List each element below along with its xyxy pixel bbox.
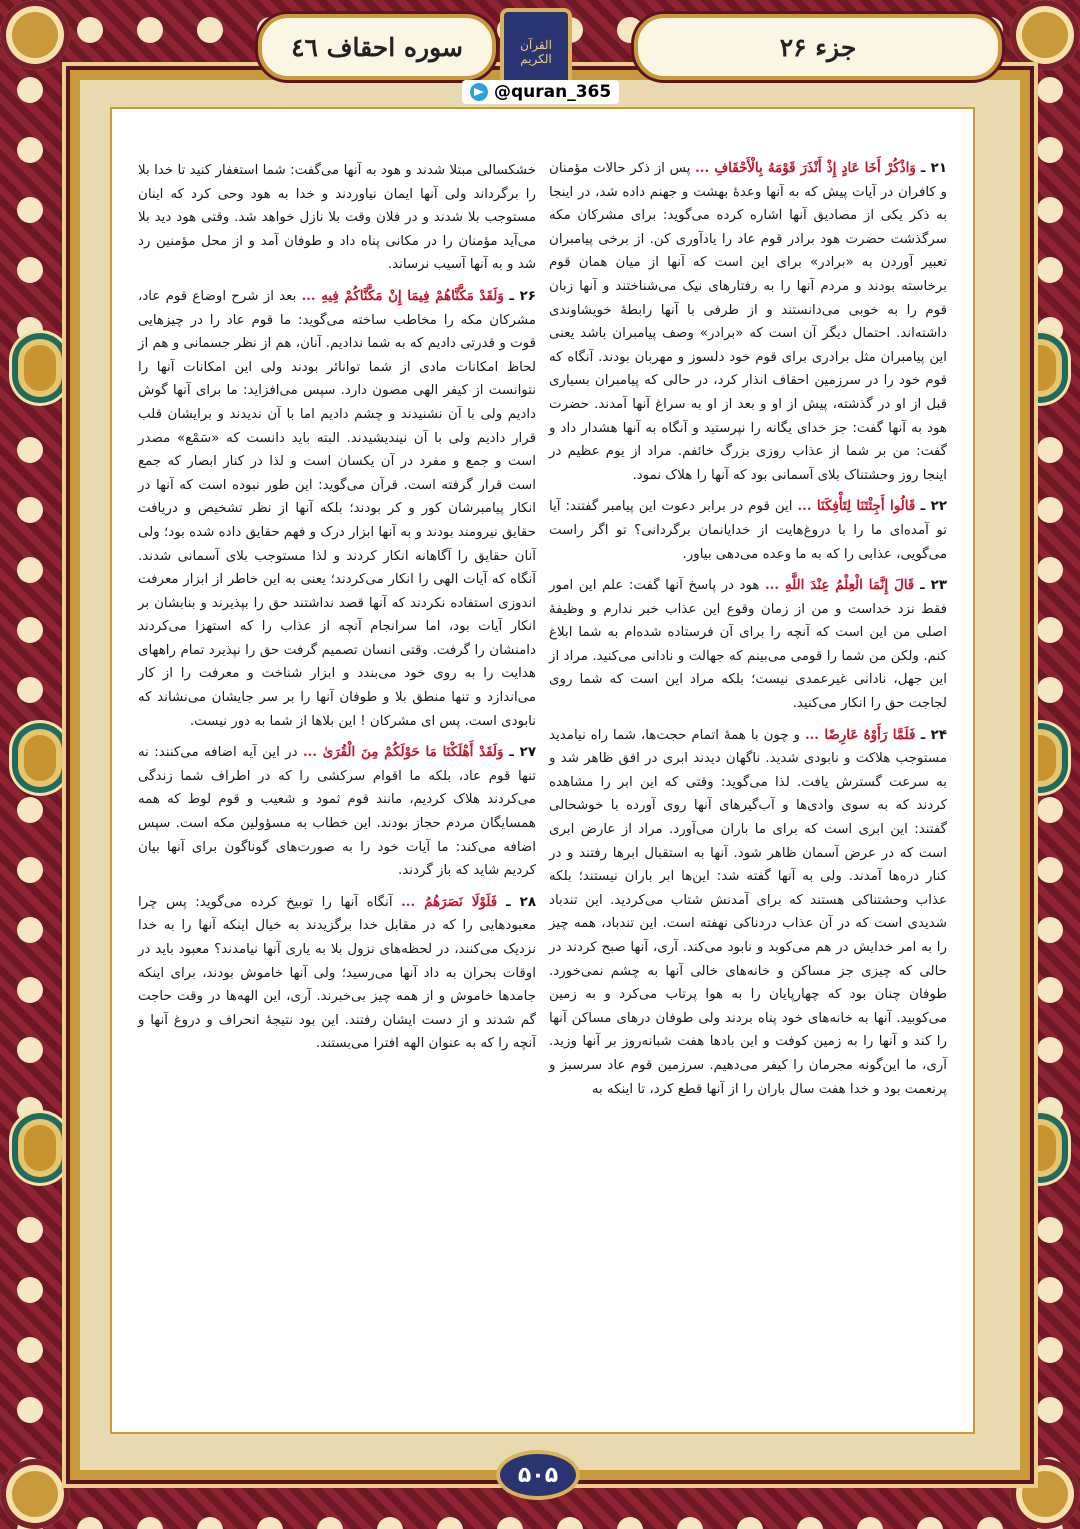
ayah-quote: فَلَوْلَا نَصَرَهُمُ ... (401, 893, 498, 910)
commentary-text: هود در پاسخ آنها گفت: علم این امور فقط نزد خداست و من از زمان وقوع این عذاب خبر ندارم و وظیفهٔ اصلی من این است که آنچه را برای آن فرستاده شده‌ام به شما ابلاغ کنم. ولکن من شما را قومی می‌بینم که جهالت و نادانی می‌کنید. مراد از این جهل، نادانی غیرعمدی نیست؛ بلکه مراد این است که شما روی لجاجت حق را انکار می‌کنید. (549, 578, 947, 712)
right-column (549, 157, 947, 1109)
commentary-text: پس از ذکر حالات مؤمنان و کافران در آیات پیش که به آنها وعدهٔ بهشت و جهنم داده شد، در اینجا به ذکر یکی از مصادیق آنها اشاره کرده می‌گوید: برای مشرکان مکه سرگذشت حضرت هود برادر قوم عاد را یادآوری کن. از برخی پیامبران تعبیر آوردن به «برادر» برای این است که آنها از میان همان قوم برخاسته بودند و مردم آنها را به رفتارهای نیک می‌شناختند و آنها زبان قوم را به خوبی می‌دانستند و از طرفی با آنها رابطهٔ خویشاوندی داشته‌اند. احتمال دیگر آن است که «برادر» وصف پیامبران باشد یعنی این پیامبران مثل برادری برای قوم خود دلسوز و مهربان بودند. آنگاه که قوم خود را در سرزمین احقاف انذار کرد، در حالی که پیامبران بسیاری قبل از او در گذشته، پیش از او و بعد از او به سراغ آنها آمدند. حضرت هود به آنها گفت: جز خدای یگانه را نپرستید و آنگاه به آنها هشدار داد و گفت: من بر شما از عذاب روزی بزرگ خائفم. مراد از یوم عظیم در اینجا روز وحشتناک بلای آسمانی بود که آنها را هلاک نمود. (549, 161, 947, 483)
side-medallion (9, 720, 71, 796)
commentary-paragraph (549, 724, 947, 1102)
surah-label: سوره احقاف ٤٦ (258, 14, 496, 80)
telegram-icon (470, 83, 488, 101)
handle-text: @quran_365 (494, 82, 612, 102)
ayah-quote: قَالُوا أَجِئْتَنَا لِتَأْفِكَنَا ... (797, 498, 916, 515)
corner-ornament (0, 1459, 70, 1529)
verse-number: ۲۶ ـ (503, 288, 536, 304)
verse-number: ۲۸ ـ (497, 894, 536, 910)
verse-number: ۲۴ ـ (915, 727, 948, 743)
side-medallion (9, 330, 71, 406)
page-number: ۵۰۵ (496, 1450, 580, 1500)
commentary-paragraph (138, 741, 536, 883)
commentary-paragraph (549, 157, 947, 487)
text-panel (110, 107, 975, 1434)
ayah-quote: وَاذْكُرْ أَخَا عَادٍ إِذْ أَنْذَرَ قَوْمَهُ بِالْأَحْقَافِ ... (695, 160, 916, 176)
ayah-quote: فَلَمَّا رَأَوْهُ عَارِضًا ... (804, 726, 916, 743)
ayah-quote: قَالَ إِنَّمَا الْعِلْمُ عِنْدَ اللَّهِ ... (765, 577, 915, 594)
commentary-text: در این آیه اضافه می‌کنند: نه تنها قوم عاد، بلکه ما اقوام سرکشی را که در اطراف شما زندگی می‌کردند هلاک کردیم، مانند قوم ثمود و شعیب و قوم لوط که همه همسایگان مردم حجاز بودند. این خطاب به مسؤولین مکه است. سپس اضافه می‌کند: ما آیات خود را به صورت‌های گوناگون برای آنها بیان کردیم شاید که باز گردند. (138, 745, 536, 879)
verse-number: ۲۳ ـ (914, 578, 947, 594)
commentary-paragraph (549, 574, 947, 716)
commentary-paragraph (549, 495, 947, 566)
page-header (0, 0, 1080, 100)
commentary-text: و چون با همهٔ اتمام حجت‌ها، شما راه نیامدید مستوجب هلاکت و نابودی شدید. ناگهان دیدند ابری در افق ظاهر شد و به سرعت گسترش یافت. لذا می‌گوید: وقتی که این ابر را مشاهده کردند که به سوی وادی‌ها و آب‌گیرهای آنها روی آورده با خوشحالی گفتند: این ابری است که برای ما باران می‌آورد. مراد از عارض ابری است که در عرض آسمان ظاهر شود. آنها به استقبال ابرها رفتند و در کنار دره‌ها آمدند. ولی به آنها گفته شد: این‌ها ابر باران نیستند؛ بلکه عذاب وحشتناکی هستند که برای آمدنش شتاب می‌کردید. این تندباد شدیدی است که در آن عذاب دردناکی نهفته است. این تندباد، همه چیز را به امر خدایش در هم می‌کوبد و نابود می‌کند. آری، آنها صبح کردند در حالی که چیزی جز مساکن و خانه‌های خالی آنها به چشم نمی‌خورد. طوفان چنان بود که چهارپایان را به هوا پرتاب می‌کرد و به زمین می‌کوبید. آنها به خانه‌های خود پناه بردند ولی طوفان درهای مساکن آنها را کند و آنها را به زمین کوفت و این بادها هفت شبانه‌روز بر آنها وزید. آری، ما این‌گونه مجرمان را کیفر می‌دهیم. سرزمین قوم عاد سرسبز و پرنعمت بود و خدا هفت سال باران را از آنها قطع کرد، تا اینکه به (549, 727, 947, 1097)
ayah-quote: وَلَقَدْ مَكَّنَّاهُمْ فِيمَا إِنْ مَكَّنَّاكُمْ فِيهِ ... (301, 287, 504, 304)
commentary-text: این قوم در برابر دعوت این پیامبر گفتند: آیا تو آمده‌ای ما را با دروغ‌هایت از خدایانمان برگردانی؟ تو اگر راست می‌گویی، عذابی را که به ما وعده می‌دهی بیاور. (549, 499, 947, 562)
commentary-paragraph (138, 159, 536, 277)
verse-number: ۲۷ ـ (503, 745, 536, 761)
commentary-paragraph (138, 285, 536, 733)
commentary-text: بعد از شرح اوضاع قوم عاد، مشرکان مکه را مخاطب ساخته می‌گوید: ما قوم عاد را در چیزهایی قوت و قدرتی دادیم که به شما ندادیم. آنان، هم از نظر جسمانی و هم از لحاظ امکانات مادی از شما توانائر بودند ولی این امکانات آنها را نتوانست از کیفر الهی مصون دارد. سپس می‌افزاید: ما برای آنها گوش دادیم ولی با آن نشنیدند و چشم دادیم اما با آن ندیدند و برایشان قلب قرار دادیم ولی با آن نیندیشیدند. البته باید دانست که «سَمْع» مصدر است و جمع و مفرد در آن یکسان است و لذا در کنار ابصار که جمع است قرار گرفته است. قرآن می‌گوید: این طور نبوده است که آنها در انکار پیامبرشان کور و کر بودند؛ بلکه آنها از نظر تشخیص و دریافت حقایق نیرومند بودند و به آنها ابزار درک و فهم حقایق داده شده بود؛ ولی آنان حقایق را آگاهانه انکار کردند و لذا مستوجب بلای آسمانی شدند. آنگاه که آیات الهی را انکار می‌کردند؛ یعنی به این خاطر از ابزار معرفت اندوزی استفاده نکردند که آنها قصد نداشتند حق را بپذیرند و بنابشان بر انکار آیات بود، اما سرانجام آنچه از عذاب را که استهزا می‌کردند دامنشان را گرفت. وقتی انسان تصمیم گرفت حق را نپذیرد تمام راههای هدایت را به روی خود می‌بندد و ابزار شناخت و معرفت را از کار می‌اندازد و تنها منطق بلا و طوفان آنها را بر سر جایشان می‌نشاند که نابودی است. پس ای مشرکان ! این بلاها از شما به دور نیست. (138, 288, 536, 729)
left-column (138, 159, 536, 1064)
verse-number: ۲۱ ـ (915, 161, 947, 176)
ayah-quote: وَلَقَدْ أَهْلَكْنَا مَا حَوْلَكُمْ مِنَ الْقُرَىٰ ... (303, 744, 504, 761)
channel-handle[interactable] (462, 80, 619, 104)
commentary-paragraph (138, 891, 536, 1056)
verse-number: ۲۲ ـ (915, 499, 947, 515)
commentary-text: آنگاه آنها را توبیخ کرده می‌گوید: پس چرا معبودهایی را که در مقابل خدا برگزیدند به خیال اینکه آنها را به خدا نزدیک می‌کنند، در لحظه‌های نزول بلا به یاری آنها نیامدند؟ معبود باید در اوقات بحران به داد آنها می‌رسید؛ ولی آنها خاموش بودند، برای اینکه جامدها خاموش و از همه چیز بی‌خبرند. آری، این الهه‌ها در وقت حاجت گم شدند و از دست ایشان رفتند. این بود نتیجهٔ انحراف و دروغ آنها و آنچه را که به عنوان الهه افترا می‌بستند. (138, 894, 536, 1052)
juz-label: جزء ۲۶ (634, 14, 1002, 80)
quran-logo: القرآن الكريم (500, 8, 572, 96)
side-medallion (9, 1110, 71, 1186)
commentary-text: خشکسالی مبتلا شدند و هود به آنها می‌گفت: شما استغفار کنید تا خدا بلا را برگرداند ولی آنها ایمان نیاوردند و خدا به هود وحی کرد که اینان مستوجب بلا شدند و در فلان وقت بلا نازل خواهد شد. وقتی هود دید بلا می‌آید مؤمنان را در مکانی پناه داد و طوفان آمد و از محل مؤمنین رد شد و به آنها آسیب نرساند. (138, 163, 536, 273)
